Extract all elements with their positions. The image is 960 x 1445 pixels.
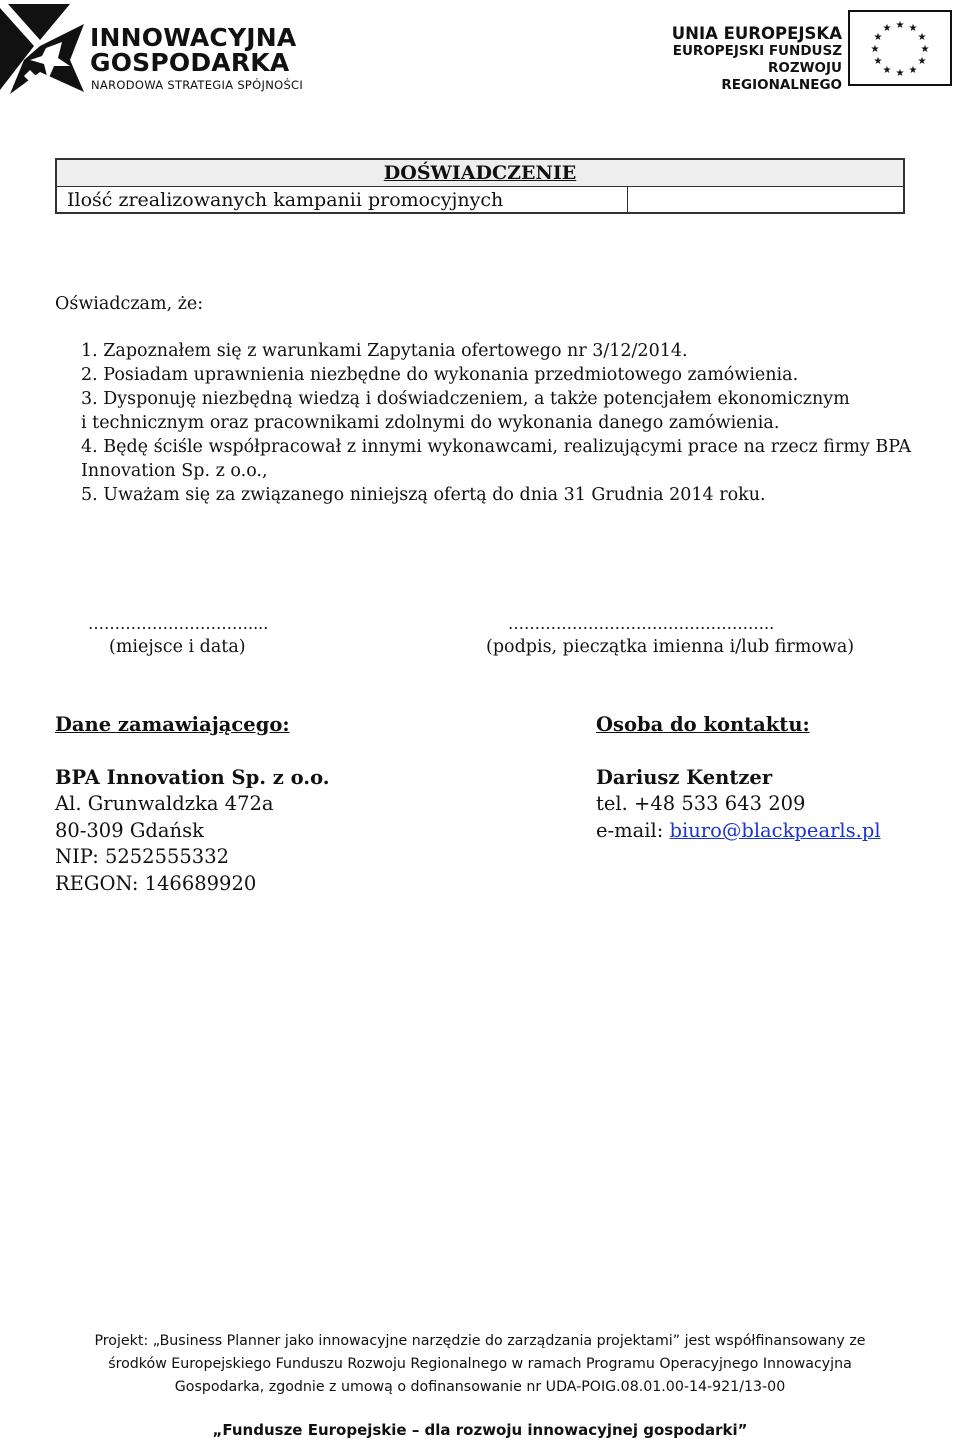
signature-dots: ………………………………………….. <box>508 614 775 633</box>
contact-email-row <box>596 818 881 845</box>
svg-text:★: ★ <box>882 23 892 34</box>
signature-label: (podpis, pieczątka imienna i/lub firmowa) <box>486 637 855 657</box>
footer-slogan: „Fundusze Europejskie – dla rozwoju innowacyjnej gospodarki” <box>212 1421 748 1439</box>
logo-line-2: GOSPODARKA <box>90 48 290 77</box>
svg-text:★: ★ <box>908 23 918 34</box>
svg-text:★: ★ <box>895 20 905 31</box>
declaration-line: 2. Posiadam uprawnienia niezbędne do wykonania przedmiotowego zamówienia. <box>81 365 799 385</box>
eu-line-2: EUROPEJSKI FUNDUSZ <box>672 43 842 59</box>
footer-line-2: środków Europejskiego Funduszu Rozwoju Regionalnego w ramach Programu Operacyjnego Innowacyjna <box>108 1356 852 1372</box>
eu-line-1: UNIA EUROPEJSKA <box>671 24 842 43</box>
declaration-line: i technicznym oraz pracownikami zdolnymi do wykonania danego zamówienia. <box>81 413 780 433</box>
eu-logo <box>650 0 960 100</box>
innowacyjna-gospodarka-logo <box>0 0 320 100</box>
declaration-line: 5. Uważam się za związanego niniejszą ofertą do dnia 31 Grudnia 2014 roku. <box>81 485 766 505</box>
ordering-party-name: BPA Innovation Sp. z o.o. <box>55 766 330 789</box>
footer-line-1: Projekt: „Business Planner jako innowacyjne narzędzie do zarządzania projektami” jest współfinansowany ze <box>94 1333 866 1349</box>
declaration-intro: Oświadczam, że: <box>55 294 204 314</box>
declaration-line: 4. Będę ściśle współpracował z innymi wykonawcami, realizującymi prace na rzecz firmy BPA <box>81 437 912 457</box>
declaration-line: 1. Zapoznałem się z warunkami Zapytania ofertowego nr 3/12/2014. <box>81 341 688 361</box>
table-divider <box>627 187 628 214</box>
star-emblem-icon <box>0 0 85 95</box>
logo-line-1: INNOWACYJNA <box>90 23 297 52</box>
declaration-line: Innovation Sp. z o.o., <box>81 461 268 481</box>
contact-header: Osoba do kontaktu: <box>596 713 810 736</box>
logo-line-3: NARODOWA STRATEGIA SPÓJNOŚCI <box>91 78 304 92</box>
ordering-party-city: 80-309 Gdańsk <box>55 819 204 842</box>
ordering-party-header: Dane zamawiającego: <box>55 713 290 736</box>
contact-email-prefix: e-mail: <box>596 819 670 842</box>
svg-text:★: ★ <box>873 32 883 43</box>
place-date-label: (miejsce i data) <box>109 637 246 657</box>
experience-table <box>55 158 905 214</box>
svg-text:★: ★ <box>917 56 927 67</box>
experience-title: DOŚWIADCZENIE <box>383 162 577 184</box>
declaration-line: 3. Dysponuję niezbędną wiedzą i doświadczeniem, a także potencjałem ekonomicznym <box>81 389 850 409</box>
eu-flag-icon <box>848 10 952 86</box>
ordering-party-nip: NIP: 5252555332 <box>55 845 230 868</box>
svg-text:★: ★ <box>917 32 927 43</box>
svg-text:★: ★ <box>873 56 883 67</box>
eu-logo-text <box>650 24 842 94</box>
experience-label: Ilość zrealizowanych kampanii promocyjnych <box>67 189 504 211</box>
ordering-party-regon: REGON: 146689920 <box>55 872 257 895</box>
svg-text:★: ★ <box>870 44 880 55</box>
ordering-party-street: Al. Grunwaldzka 472a <box>55 792 274 815</box>
place-date-dots: ………………………….... <box>88 614 269 633</box>
svg-text:★: ★ <box>908 65 918 76</box>
experience-value-cell[interactable] <box>629 188 903 212</box>
eu-line-3: ROZWOJU REGIONALNEGO <box>721 60 842 93</box>
footer-line-3: Gospodarka, zgodnie z umową o dofinansowanie nr UDA-POIG.08.01.00-14-921/13-00 <box>174 1379 786 1395</box>
contact-phone: tel. +48 533 643 209 <box>596 792 806 815</box>
contact-name: Dariusz Kentzer <box>596 766 773 789</box>
experience-table-header <box>57 160 903 187</box>
svg-text:★: ★ <box>920 44 930 55</box>
contact-email-link[interactable]: biuro@blackpearls.pl <box>669 819 881 842</box>
svg-text:★: ★ <box>882 65 892 76</box>
svg-text:★: ★ <box>895 68 905 79</box>
